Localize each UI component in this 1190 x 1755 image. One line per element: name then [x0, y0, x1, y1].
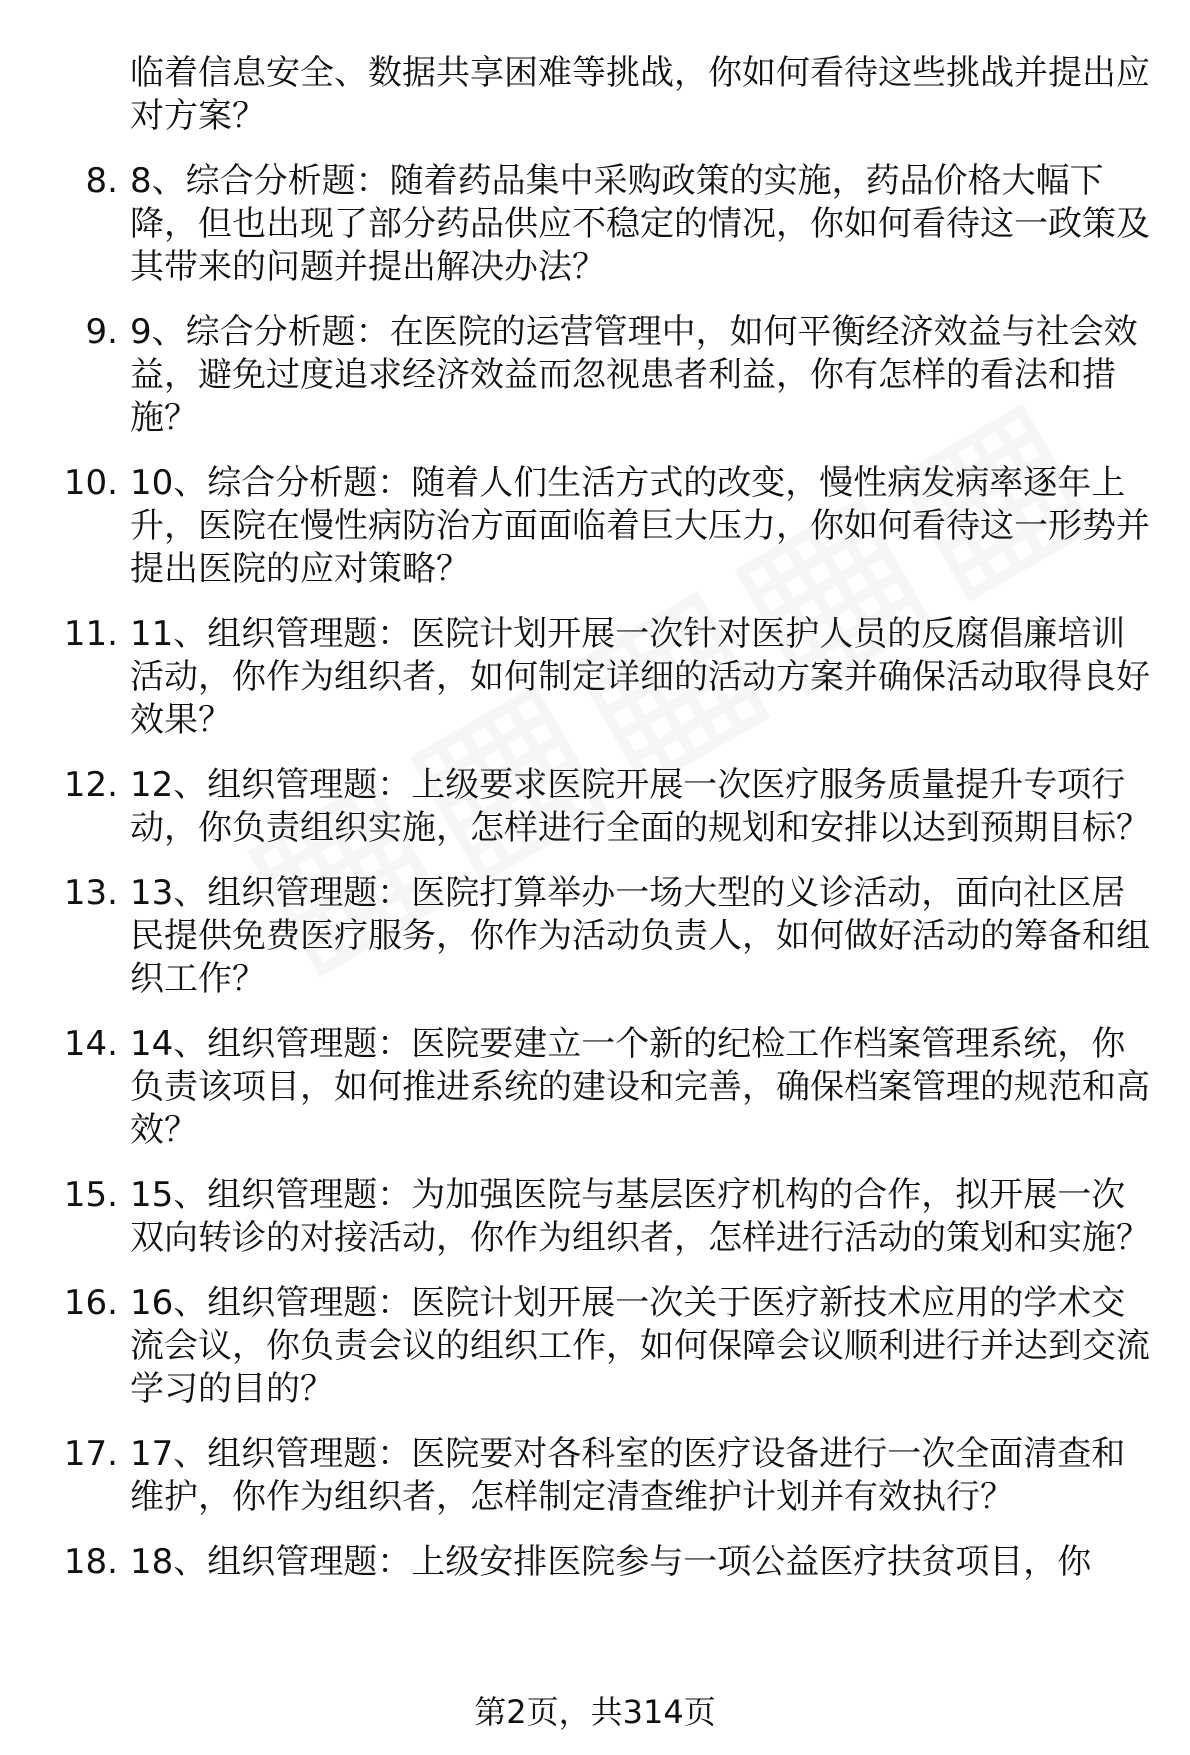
item-number: 11.	[63, 614, 118, 654]
list-item	[60, 872, 1150, 1001]
item-number: 8.	[85, 161, 118, 201]
item-number: 16.	[63, 1283, 118, 1323]
list-item	[60, 311, 1150, 440]
list-item-continuation	[60, 52, 1150, 138]
list-item	[60, 1433, 1150, 1519]
list-item	[60, 160, 1150, 289]
item-text: 9、综合分析题：在医院的运营管理中，如何平衡经济效益与社会效益，避免过度追求经济效益而忽视患者利益，你有怎样的看法和措施？	[130, 312, 1138, 438]
item-number: 10.	[63, 463, 118, 503]
item-number: 13.	[63, 873, 118, 913]
item-text: 11、组织管理题：医院计划开展一次针对医护人员的反腐倡廉培训活动，你作为组织者，如何制定详细的活动方案并确保活动取得良好效果？	[130, 614, 1150, 740]
list-item	[60, 462, 1150, 591]
item-text: 17、组织管理题：医院要对各科室的医疗设备进行一次全面清查和维护，你作为组织者，怎样制定清查维护计划并有效执行？	[130, 1434, 1126, 1517]
item-text: 12、组织管理题：上级要求医院开展一次医疗服务质量提升专项行动，你负责组织实施，怎样进行全面的规划和安排以达到预期目标？	[130, 765, 1150, 848]
list-item	[60, 1282, 1150, 1411]
item-number: 9.	[85, 312, 118, 352]
item-text: 18、组织管理题：上级安排医院参与一项公益医疗扶贫项目，你	[130, 1542, 1092, 1582]
item-text: 13、组织管理题：医院打算举办一场大型的义诊活动，面向社区居民提供免费医疗服务，你作为活动负责人，如何做好活动的筹备和组织工作？	[130, 873, 1150, 999]
continuation-text: 临着信息安全、数据共享困难等挑战，你如何看待这些挑战并提出应对方案？	[130, 53, 1150, 136]
item-number: 17.	[63, 1434, 118, 1474]
item-text: 10、综合分析题：随着人们生活方式的改变，慢性病发病率逐年上升，医院在慢性病防治方面面临着巨大压力，你如何看待这一形势并提出医院的应对策略？	[130, 463, 1150, 589]
item-text: 8、综合分析题：随着药品集中采购政策的实施，药品价格大幅下降，但也出现了部分药品供应不稳定的情况，你如何看待这一政策及其带来的问题并提出解决办法？	[130, 161, 1150, 287]
question-list	[60, 52, 1150, 1606]
item-text: 15、组织管理题：为加强医院与基层医疗机构的合作，拟开展一次双向转诊的对接活动，你作为组织者，怎样进行活动的策划和实施？	[130, 1175, 1150, 1258]
page-footer: 第2页，共314页	[474, 1693, 716, 1731]
item-text: 14、组织管理题：医院要建立一个新的纪检工作档案管理系统，你负责该项目，如何推进系统的建设和完善，确保档案管理的规范和高效？	[130, 1024, 1150, 1150]
item-number: 18.	[63, 1542, 118, 1582]
item-text: 16、组织管理题：医院计划开展一次关于医疗新技术应用的学术交流会议，你负责会议的组织工作，如何保障会议顺利进行并达到交流学习的目的？	[130, 1283, 1150, 1409]
list-item	[60, 1174, 1150, 1260]
item-number: 14.	[63, 1024, 118, 1064]
item-number: 15.	[63, 1175, 118, 1215]
list-item	[60, 764, 1150, 850]
list-item	[60, 1541, 1150, 1584]
list-item	[60, 613, 1150, 742]
item-number: 12.	[63, 765, 118, 805]
list-item	[60, 1023, 1150, 1152]
